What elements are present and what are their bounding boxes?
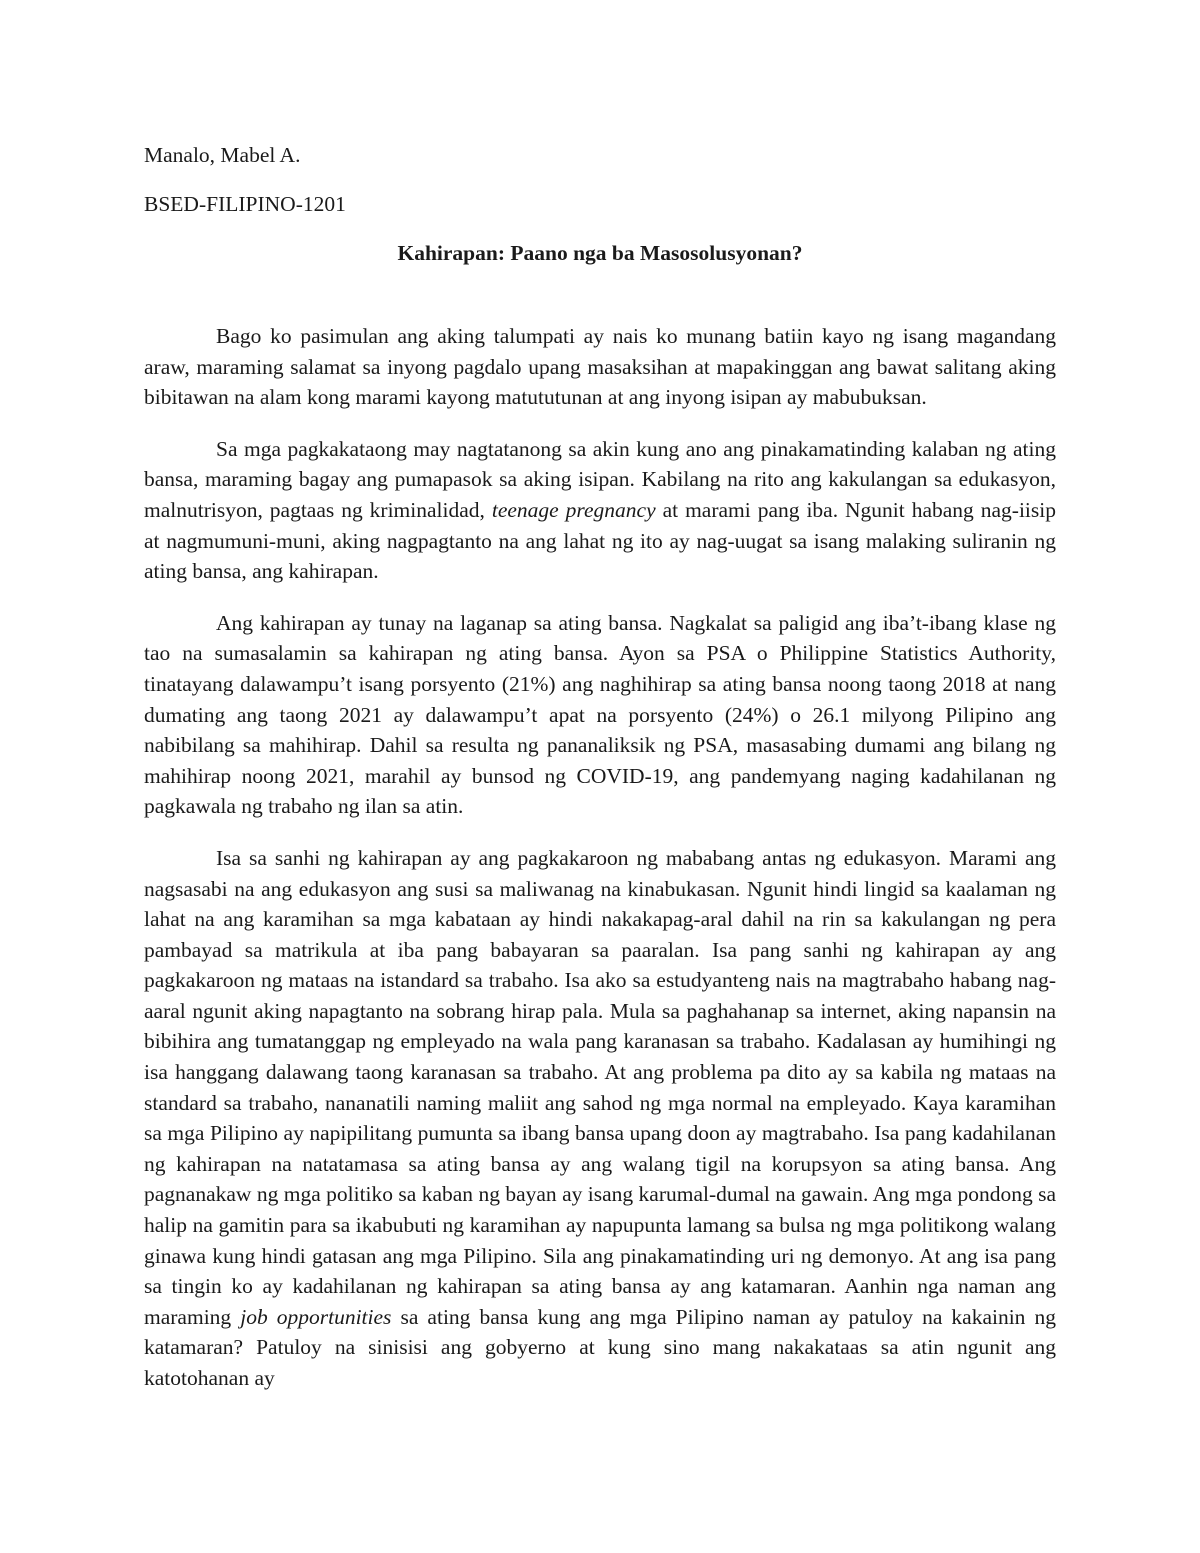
paragraph-3: Ang kahirapan ay tunay na laganap sa ating bansa. Nagkalat sa paligid ang iba’t-ibang klase ng tao na sumasalamin sa kahirapan ng ating bansa. Ayon sa PSA o Philippine Statistics Authority, tinatayang dalawampu’t isang porsyento (21%) ang naghihirap sa ating bansa noong taong 2018 at nang dumating ang taong 2021 ay dalawampu’t apat na porsyento (24%) o 26.1 milyong Pilipino ang nabibilang sa mahihirap. Dahil sa resulta ng pananaliksik ng PSA, masasabing dumami ang bilang ng mahihirap noong 2021, marahil ay bunsod ng COVID-19, ang pandemyang naging kadahilanan ng pagkawala ng trabaho ng ilan sa atin.: [144, 610, 1056, 819]
paragraph-1: Bago ko pasimulan ang aking talumpati ay nais ko munang batiin kayo ng isang magandang araw, maraming salamat sa inyong pagdalo upang masaksihan at mapakinggan ang bawat salitang aking bibitawan na alam kong marami kayong matututunan at ang inyong isipan ay mabubuksan.: [144, 324, 1056, 410]
paragraph-2-text-a: Sa mga pagkakataong may nagtatanong sa akin kung ano ang pinakamatinding kalaban ng ating bansa, maraming bagay ang pumapasok sa aking isipan. Kabilang na rito ang kakulangan sa edukasyon, malnutrisyon, pagtaas ng kriminalidad,: [144, 436, 1056, 522]
paragraph-2-text-b: at marami pang iba. Ngunit habang nag-iisip at nagmumuni-muni, aking nagpagtanto na ang lahat ng ito ay nag-uugat sa isang malaking suliranin ng ating bansa, ang kahirapan.: [144, 497, 1056, 584]
document-title: Kahirapan: Paano nga ba Masosolusyonan?: [397, 241, 803, 265]
document-body: [144, 321, 1056, 1394]
paragraph-2-italic: teenage pregnancy: [491, 497, 656, 522]
author-name: Manalo, Mabel A.: [144, 143, 301, 167]
paragraph-4-text-a: Isa sa sanhi ng kahirapan ay ang pagkakaroon ng mababang antas ng edukasyon. Marami ang nagsasabi na ang edukasyon ang susi sa maliwanag na kinabukasan. Ngunit hindi lingid sa kaalaman ng lahat na ang karamihan sa mga kabataan ay hindi nakakapag-aral dahil na rin sa kakulangan ng pera pambayad sa matrikula at iba pang babayaran sa paaralan. Isa pang sanhi ng kahirapan ay ang pagkakaroon ng mataas na istandard sa trabaho. Isa ako sa estudyanteng nais na magtrabaho habang nag-aaral ngunit aking napagtanto na sobrang hirap pala. Mula sa paghahanap sa internet, aking napansin na bibihira ang tumatanggap ng empleyado na wala pang karanasan sa trabaho. Kadalasan ay humihingi ng isa hanggang dalawang taong karanasan sa trabaho. At ang problema pa dito ay sa kabila ng mataas na standard sa trabaho, nananatili naming maliit ang sahod ng mga normal na empleyado. Kaya karamihan sa mga Pilipino ay napipilitang pumunta sa ibang bansa upang doon ay magtrabaho. Isa pang kadahilanan ng kahirapan na natatamasa sa ating bansa ay ang walang tigil na korupsyon sa ating bansa. Ang pagnanakaw ng mga politiko sa kaban ng bayan ay isang karumal-dumal na gawain. Ang mga pondong sa halip na gamitin para sa ikabubuti ng karamihan ay napupunta lamang sa bulsa ng mga politikong walang ginawa kung hindi gatasan ang mga Pilipino. Sila ang pinakamatinding uri ng demonyo. At ang isa pang sa tingin ko ay kadahilanan ng kahirapan sa ating bansa ay ang katamaran. Aanhin nga naman ang maraming: [144, 845, 1056, 1329]
course-section: BSED-FILIPINO-1201: [144, 192, 346, 216]
paragraph-4: [144, 843, 1056, 1394]
paragraph-2: [144, 434, 1056, 587]
paragraph-4-italic: job opportunities: [240, 1304, 392, 1329]
paragraph-4-text-b: sa ating bansa kung ang mga Pilipino naman ay patuloy na kakainin ng katamaran? Patuloy na sinisisi ang gobyerno at kung sino mang nakakataas sa atin ngunit ang katotohanan ay: [144, 1304, 1056, 1390]
